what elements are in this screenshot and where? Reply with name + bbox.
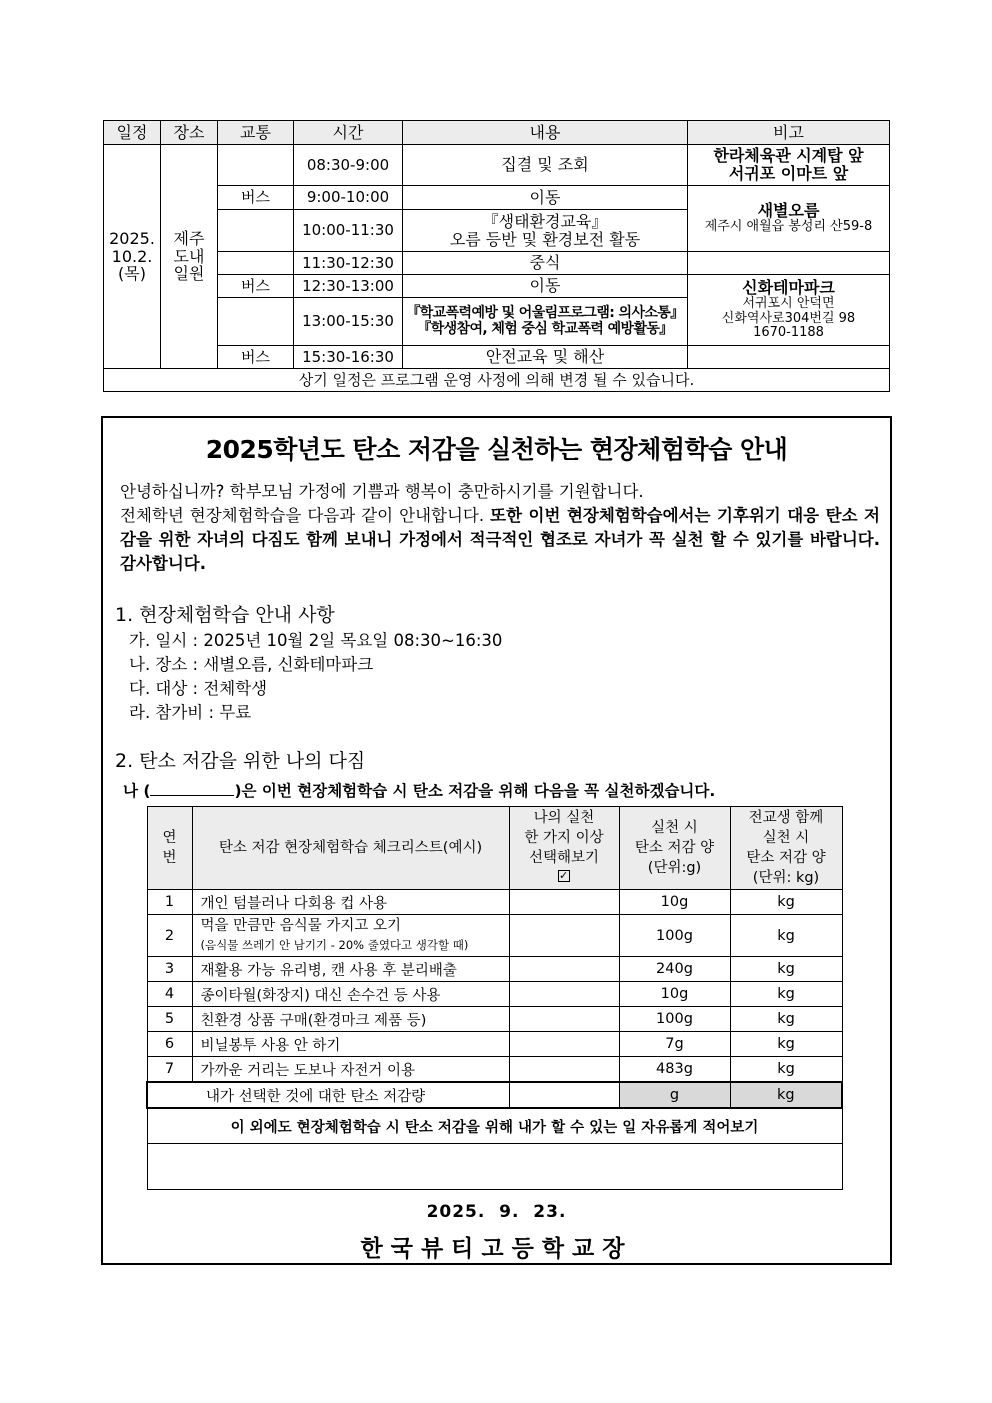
pledge-prefix: 나 (: [123, 782, 151, 800]
row-total-kg: kg: [730, 1007, 842, 1032]
info-item-target: 다. 대상 : 전체학생: [129, 679, 268, 698]
pledge-suffix: )은 이번 현장체험학습 시 탄소 저감을 위해 다음을 꼭 실천하겠습니다.: [234, 782, 716, 800]
schedule-date: 2025. 10.2. (목): [104, 145, 161, 369]
time-cell: 11:30-12:30: [294, 252, 403, 275]
intro-bold-text: 또한 이번 현장체험학습에서는 기후위기 대응 탄소 저감을 위한 자녀의 다짐도 함께 보내니 가정에서 적극적인 협조로 자녀가 꼭 실천 할 수 있기를 바랍니다. 감사합니다.: [120, 506, 880, 573]
schedule-table: [103, 120, 890, 392]
header-note: 비고: [688, 121, 890, 145]
time-cell: 12:30-13:00: [294, 275, 403, 298]
note-cell: [688, 346, 890, 369]
row-no: 3: [147, 957, 192, 982]
row-total-kg: kg: [730, 1032, 842, 1057]
info-item-date: 가. 일시 : 2025년 10월 2일 목요일 08:30~16:30: [129, 631, 503, 650]
intro-normal-text: 전체학년 현장체험학습을 다음과 같이 안내합니다.: [120, 506, 491, 525]
row-item: 재활용 가능 유리병, 캔 사용 후 분리배출: [192, 957, 509, 982]
row-amount-g: 483g: [619, 1057, 730, 1083]
content-cell: 중식: [403, 252, 688, 275]
row-item: [192, 915, 509, 957]
row-no: 2: [147, 915, 192, 957]
section2-heading: 2. 탄소 저감을 위한 나의 다짐: [115, 750, 366, 772]
row-amount-g: 100g: [619, 1007, 730, 1032]
row-amount-g: 100g: [619, 915, 730, 957]
row-item-main: 먹을 만큼만 음식물 가지고 오기: [200, 917, 402, 934]
row-item: 개인 텀블러나 다회용 컵 사용: [192, 890, 509, 915]
note-shinhwa-title: 신화테마파크: [742, 278, 835, 298]
sum-amount-g[interactable]: g: [619, 1082, 730, 1108]
info-item-fee: 라. 참가비 : 무료: [129, 703, 252, 722]
name-blank-field[interactable]: [150, 781, 234, 796]
note-saebyeol-address: 제주시 애월읍 봉성리 산59-8: [704, 219, 873, 235]
row-select-cell[interactable]: [509, 1007, 619, 1032]
schedule-place: 제주 도내 일원: [161, 145, 218, 369]
header-place: 장소: [161, 121, 218, 145]
note-shinhwa-address: 서귀포시 안덕면 신화역사로304번길 98 1670-1188: [721, 296, 856, 341]
transport-cell: 버스: [218, 275, 294, 298]
notice-date: 2025. 9. 23.: [426, 1202, 567, 1222]
time-cell: 9:00-10:00: [294, 186, 403, 210]
row-no: 1: [147, 890, 192, 915]
row-item: 비닐봉투 사용 안 하기: [192, 1032, 509, 1057]
pledge-line: [123, 779, 715, 801]
content-cell: 『생태환경교육』 오름 등반 및 환경보전 활동: [403, 210, 688, 252]
transport-cell: [218, 298, 294, 346]
content-cell: 집결 및 조회: [403, 145, 688, 186]
content-cell: 안전교육 및 해산: [403, 346, 688, 369]
row-total-kg: kg: [730, 1057, 842, 1083]
notice-title: 2025학년도 탄소 저감을 실천하는 현장체험학습 안내: [205, 435, 788, 464]
time-cell: 10:00-11:30: [294, 210, 403, 252]
checkbox-icon: [558, 870, 570, 882]
note-cell: [688, 252, 890, 275]
row-select-cell[interactable]: [509, 957, 619, 982]
row-amount-g: 7g: [619, 1032, 730, 1057]
section1-heading: 1. 현장체험학습 안내 사항: [115, 604, 335, 626]
row-total-kg: kg: [730, 890, 842, 915]
transport-cell: [218, 210, 294, 252]
time-cell: 15:30-16:30: [294, 346, 403, 369]
row-select-cell[interactable]: [509, 915, 619, 957]
time-cell: 08:30-9:00: [294, 145, 403, 186]
row-amount-g: 240g: [619, 957, 730, 982]
row-total-kg: kg: [730, 915, 842, 957]
row-item: 가까운 거리는 도보나 자전거 이용: [192, 1057, 509, 1083]
transport-cell: 버스: [218, 186, 294, 210]
col-header-total: 전교생 함께 실천 시 탄소 저감 양 (단위: kg): [730, 807, 842, 890]
row-select-cell[interactable]: [509, 1032, 619, 1057]
row-total-kg: kg: [730, 957, 842, 982]
row-amount-g: 10g: [619, 982, 730, 1007]
transport-cell: 버스: [218, 346, 294, 369]
col-header-item: 탄소 저감 현장체험학습 체크리스트(예시): [192, 807, 509, 890]
sum-total-kg[interactable]: kg: [730, 1082, 842, 1108]
note-saebyeol-title: 새별오름: [757, 201, 820, 221]
row-no: 5: [147, 1007, 192, 1032]
info-item-place: 나. 장소 : 새별오름, 신화테마파크: [129, 655, 374, 674]
row-item: 종이타월(화장지) 대신 손수건 등 사용: [192, 982, 509, 1007]
schedule-footer-note: 상기 일정은 프로그램 운영 사정에 의해 변경 될 수 있습니다.: [104, 369, 890, 392]
free-text-area[interactable]: [147, 1144, 842, 1190]
row-no: 6: [147, 1032, 192, 1057]
transport-cell: [218, 145, 294, 186]
row-select-cell[interactable]: [509, 982, 619, 1007]
row-select-cell[interactable]: [509, 1057, 619, 1083]
time-cell: 13:00-15:30: [294, 298, 403, 346]
note-cell: 한라체육관 시계탑 앞 서귀포 이마트 앞: [688, 145, 890, 186]
notice-box: [101, 416, 892, 1265]
greeting-text: 안녕하십니까? 학부모님 가정에 기쁨과 행복이 충만하시기를 기원합니다.: [120, 482, 644, 501]
row-select-cell[interactable]: [509, 890, 619, 915]
content-cell: 『학교폭력예방 및 어울림프로그램: 의사소통』 『학생참여, 체험 중심 학교폭력 예방활동』: [403, 298, 688, 346]
col-header-amount: 실천 시 탄소 저감 양 (단위:g): [619, 807, 730, 890]
content-cell: 이동: [403, 275, 688, 298]
row-total-kg: kg: [730, 982, 842, 1007]
row-no: 4: [147, 982, 192, 1007]
header-transport: 교통: [218, 121, 294, 145]
col-header-select: [509, 807, 619, 890]
header-time: 시간: [294, 121, 403, 145]
row-item-sub: (음식물 쓰레기 안 남기기 - 20% 줄였다고 생각할 때): [200, 937, 469, 952]
content-cell: 이동: [403, 186, 688, 210]
transport-cell: [218, 252, 294, 275]
row-amount-g: 10g: [619, 890, 730, 915]
header-date: 일정: [104, 121, 161, 145]
header-content: 내용: [403, 121, 688, 145]
sum-select-cell: [509, 1082, 619, 1108]
carbon-checklist-table: [146, 806, 843, 1190]
row-item: 친환경 상품 구매(환경마크 제품 등): [192, 1007, 509, 1032]
row-no: 7: [147, 1057, 192, 1083]
note-cell-shinhwa: [688, 275, 890, 346]
free-text-label: 이 외에도 현장체험학습 시 탄소 저감을 위해 내가 할 수 있는 일 자유롭게 적어보기: [147, 1108, 842, 1144]
note-cell-saebyeol: [688, 186, 890, 252]
intro-paragraph: [120, 504, 880, 576]
col-header-no: 연 번: [147, 807, 192, 890]
sum-label: 내가 선택한 것에 대한 탄소 저감량: [147, 1082, 509, 1108]
col-header-select-label: 나의 실천 한 가지 이상 선택해보기: [524, 810, 604, 866]
school-principal: 한국뷰티고등학교장: [360, 1236, 633, 1262]
